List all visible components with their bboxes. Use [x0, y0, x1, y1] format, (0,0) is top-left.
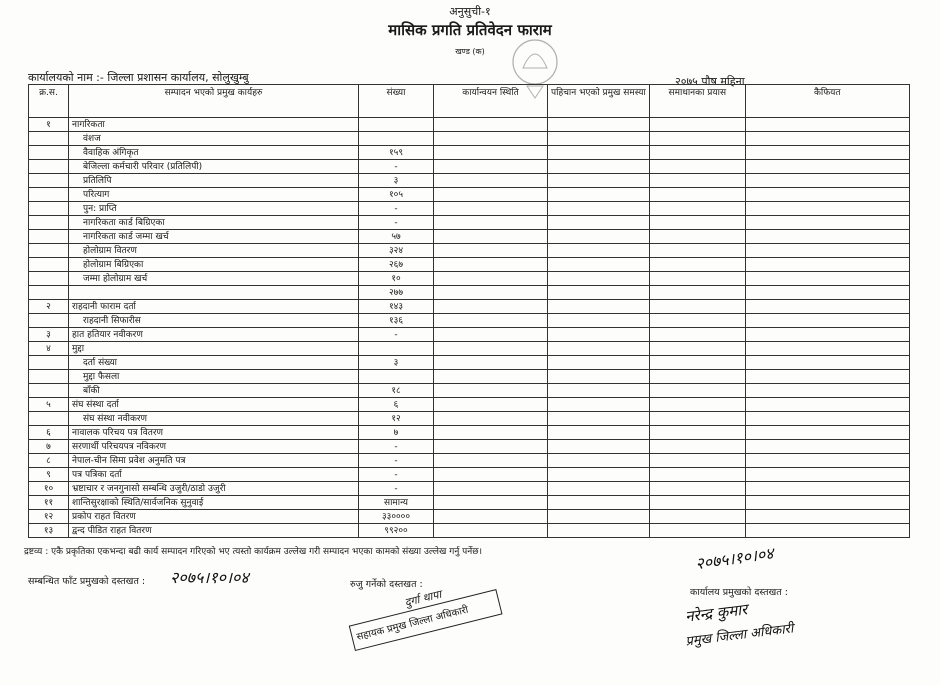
row-status: [434, 188, 548, 202]
row-remarks: [745, 300, 909, 314]
row-solution: [649, 216, 745, 230]
row-status: [434, 356, 548, 370]
row-problem: [548, 454, 650, 468]
row-sn: ८: [29, 454, 69, 468]
row-task: पत्र पत्रिका दर्ता: [69, 468, 359, 482]
table-row: [29, 384, 910, 398]
row-problem: [548, 482, 650, 496]
table-row: [29, 160, 910, 174]
row-remarks: [745, 468, 909, 482]
row-sn: ४: [29, 342, 69, 356]
row-task: भ्रष्टाचार र जनगुनासो सम्बन्धि उजुरी/ठाडो उजुरी: [69, 482, 359, 496]
row-count: ३: [359, 356, 434, 370]
row-count: [359, 342, 434, 356]
row-task: नागरिकता कार्ड बिग्रिएका: [69, 216, 359, 230]
row-remarks: [745, 230, 909, 244]
row-remarks: [745, 384, 909, 398]
row-solution: [649, 468, 745, 482]
row-status: [434, 216, 548, 230]
row-count: -: [359, 482, 434, 496]
row-count: -: [359, 440, 434, 454]
row-status: [434, 258, 548, 272]
row-status: [434, 314, 548, 328]
row-status: [434, 132, 548, 146]
row-problem: [548, 328, 650, 342]
row-solution: [649, 496, 745, 510]
row-task: नागरिकता कार्ड जम्मा खर्च: [69, 230, 359, 244]
row-task: संघ संस्था नवीकरण: [69, 412, 359, 426]
row-task: [69, 286, 359, 300]
report-month: २०७५ पौष महिना: [675, 75, 745, 88]
row-task: जम्मा होलोग्राम खर्च: [69, 272, 359, 286]
row-solution: [649, 132, 745, 146]
table-row: [29, 398, 910, 412]
table-row: [29, 468, 910, 482]
row-problem: [548, 510, 650, 524]
section-label: खण्ड (क): [455, 47, 485, 56]
row-task: वंशज: [69, 132, 359, 146]
row-task: राहदानी सिफारीस: [69, 314, 359, 328]
row-solution: [649, 440, 745, 454]
row-solution: [649, 328, 745, 342]
row-sn: [29, 356, 69, 370]
table-row: [29, 314, 910, 328]
row-sn: [29, 272, 69, 286]
row-remarks: [745, 412, 909, 426]
row-count: -: [359, 216, 434, 230]
row-status: [434, 244, 548, 258]
row-task: वैवाहिक अंगिकृत: [69, 146, 359, 160]
row-solution: [649, 244, 745, 258]
chief-sign-label: कार्यालय प्रमुखको दस्तखत :: [690, 587, 788, 598]
row-remarks: [745, 496, 909, 510]
row-sn: १२: [29, 510, 69, 524]
table-row: [29, 440, 910, 454]
row-solution: [649, 286, 745, 300]
row-count: २७७: [359, 286, 434, 300]
row-count: ३२४: [359, 244, 434, 258]
row-count: -: [359, 202, 434, 216]
row-count: ७: [359, 426, 434, 440]
row-solution: [649, 524, 745, 538]
table-row: [29, 174, 910, 188]
row-count: [359, 132, 434, 146]
row-remarks: [745, 258, 909, 272]
row-task: द्वन्द पीडित राहत वितरण: [69, 524, 359, 538]
row-remarks: [745, 160, 909, 174]
row-remarks: [745, 426, 909, 440]
row-remarks: [745, 146, 909, 160]
table-row: [29, 496, 910, 510]
row-status: [434, 454, 548, 468]
row-remarks: [745, 440, 909, 454]
table-row: [29, 300, 910, 314]
table-row: [29, 132, 910, 146]
row-problem: [548, 412, 650, 426]
row-problem: [548, 160, 650, 174]
row-problem: [548, 244, 650, 258]
row-sn: [29, 258, 69, 272]
row-problem: [548, 496, 650, 510]
col-header-sn: क्र.स.: [29, 85, 69, 118]
row-remarks: [745, 202, 909, 216]
table-row: [29, 286, 910, 300]
office-name: कार्यालयको नाम :- जिल्ला प्रशासन कार्यालय, सोलुखुम्बु: [28, 71, 249, 84]
row-problem: [548, 314, 650, 328]
table-row: [29, 412, 910, 426]
table-row: [29, 272, 910, 286]
row-task: हात हतियार नवीकरण: [69, 328, 359, 342]
row-count: ३३००००: [359, 510, 434, 524]
row-status: [434, 174, 548, 188]
row-remarks: [745, 314, 909, 328]
row-status: [434, 342, 548, 356]
row-count: -: [359, 454, 434, 468]
col-header-remarks: कैफियत: [745, 85, 909, 118]
table-row: [29, 244, 910, 258]
row-remarks: [745, 328, 909, 342]
row-sn: [29, 370, 69, 384]
row-problem: [548, 146, 650, 160]
row-problem: [548, 426, 650, 440]
row-remarks: [745, 286, 909, 300]
row-solution: [649, 258, 745, 272]
row-solution: [649, 342, 745, 356]
row-problem: [548, 468, 650, 482]
row-count: १५९: [359, 146, 434, 160]
row-solution: [649, 300, 745, 314]
row-solution: [649, 370, 745, 384]
row-problem: [548, 440, 650, 454]
row-status: [434, 272, 548, 286]
form-title: मासिक प्रगति प्रतिवेदन फाराम: [388, 21, 552, 39]
row-sn: ९: [29, 468, 69, 482]
row-sn: [29, 230, 69, 244]
row-task: होलोग्राम बिग्रिएका: [69, 258, 359, 272]
row-solution: [649, 146, 745, 160]
row-count: ३: [359, 174, 434, 188]
row-problem: [548, 174, 650, 188]
row-count: १३६: [359, 314, 434, 328]
row-status: [434, 496, 548, 510]
table-row: [29, 202, 910, 216]
row-solution: [649, 160, 745, 174]
row-sn: [29, 174, 69, 188]
row-task: परित्याग: [69, 188, 359, 202]
row-status: [434, 328, 548, 342]
row-count: -: [359, 468, 434, 482]
row-problem: [548, 370, 650, 384]
row-sn: [29, 384, 69, 398]
row-problem: [548, 202, 650, 216]
table-row: [29, 356, 910, 370]
row-problem: [548, 300, 650, 314]
row-problem: [548, 272, 650, 286]
row-sn: ६: [29, 426, 69, 440]
row-sn: १: [29, 118, 69, 132]
prepared-by-label: रुजु गर्नेको दस्तखत :: [350, 579, 423, 590]
row-problem: [548, 230, 650, 244]
row-sn: [29, 244, 69, 258]
row-remarks: [745, 524, 909, 538]
row-sn: [29, 160, 69, 174]
row-problem: [548, 118, 650, 132]
table-row: [29, 188, 910, 202]
chief-signature: २०७५।१०।०४: [694, 543, 775, 574]
row-task: शान्तिसुरक्षाको स्थिति/सार्वजनिक सुनुवाई: [69, 496, 359, 510]
row-solution: [649, 118, 745, 132]
row-solution: [649, 454, 745, 468]
row-sn: [29, 286, 69, 300]
annex-label: अनुसुची-१: [449, 5, 491, 18]
row-status: [434, 370, 548, 384]
row-solution: [649, 412, 745, 426]
row-status: [434, 384, 548, 398]
row-status: [434, 118, 548, 132]
row-solution: [649, 482, 745, 496]
row-sn: [29, 146, 69, 160]
stamp-title: सहायक प्रमुख जिल्ला अधिकारी: [355, 604, 470, 644]
row-count: १०५: [359, 188, 434, 202]
row-task: मुद्दा: [69, 342, 359, 356]
row-task: मुद्दा फैसला: [69, 370, 359, 384]
row-task: राहदानी फाराम दर्ता: [69, 300, 359, 314]
row-sn: ११: [29, 496, 69, 510]
row-remarks: [745, 272, 909, 286]
row-solution: [649, 356, 745, 370]
row-task: पुन: प्राप्ति: [69, 202, 359, 216]
col-header-problem: पहिचान भएको प्रमुख समस्या: [548, 85, 650, 118]
row-problem: [548, 132, 650, 146]
row-count: [359, 118, 434, 132]
row-problem: [548, 398, 650, 412]
row-status: [434, 412, 548, 426]
progress-table: [28, 84, 910, 538]
row-remarks: [745, 398, 909, 412]
chief-title: प्रमुख जिल्ला अधिकारी: [684, 621, 795, 650]
row-solution: [649, 188, 745, 202]
row-count: १०: [359, 272, 434, 286]
row-task: बाँकी: [69, 384, 359, 398]
row-task: दर्ता संख्या: [69, 356, 359, 370]
table-row: [29, 370, 910, 384]
row-sn: [29, 314, 69, 328]
row-status: [434, 398, 548, 412]
row-status: [434, 230, 548, 244]
table-row: [29, 454, 910, 468]
row-status: [434, 524, 548, 538]
row-sn: ७: [29, 440, 69, 454]
row-remarks: [745, 244, 909, 258]
row-task: बेजिल्ला कर्मचारी परिवार (प्रतिलिपी): [69, 160, 359, 174]
chief-name: नरेन्द्र कुमार: [684, 600, 749, 626]
row-sn: २: [29, 300, 69, 314]
row-sn: ५: [29, 398, 69, 412]
row-status: [434, 468, 548, 482]
row-task: नेपाल-चीन सिमा प्रवेश अनुमति पत्र: [69, 454, 359, 468]
row-solution: [649, 230, 745, 244]
row-solution: [649, 314, 745, 328]
row-count: ५७: [359, 230, 434, 244]
row-problem: [548, 524, 650, 538]
row-status: [434, 300, 548, 314]
row-remarks: [745, 510, 909, 524]
row-sn: [29, 216, 69, 230]
row-remarks: [745, 118, 909, 132]
row-problem: [548, 216, 650, 230]
row-problem: [548, 384, 650, 398]
row-task: प्रकोप राहत वितरण: [69, 510, 359, 524]
col-header-status: कार्यान्वयन स्थिति: [434, 85, 548, 118]
row-sn: १०: [29, 482, 69, 496]
row-count: ६: [359, 398, 434, 412]
row-remarks: [745, 342, 909, 356]
col-header-solution: समाधानका प्रयास: [649, 85, 745, 118]
table-row: [29, 524, 910, 538]
col-header-task: सम्पादन भएको प्रमुख कार्यहरु: [69, 85, 359, 118]
row-solution: [649, 398, 745, 412]
row-solution: [649, 384, 745, 398]
row-solution: [649, 272, 745, 286]
row-solution: [649, 174, 745, 188]
row-remarks: [745, 174, 909, 188]
row-solution: [649, 202, 745, 216]
row-remarks: [745, 132, 909, 146]
row-sn: [29, 412, 69, 426]
row-count: १८: [359, 384, 434, 398]
row-sn: [29, 188, 69, 202]
row-remarks: [745, 188, 909, 202]
row-task: नावालक परिचय पत्र वितरण: [69, 426, 359, 440]
row-sn: ३: [29, 328, 69, 342]
row-problem: [548, 342, 650, 356]
row-count: [359, 370, 434, 384]
table-row: [29, 146, 910, 160]
row-status: [434, 440, 548, 454]
row-status: [434, 482, 548, 496]
table-row: [29, 482, 910, 496]
row-status: [434, 202, 548, 216]
table-row: [29, 230, 910, 244]
row-problem: [548, 356, 650, 370]
row-count: १४३: [359, 300, 434, 314]
row-sn: [29, 202, 69, 216]
table-row: [29, 328, 910, 342]
row-task: सरणार्थी परिचयपत्र नविकरण: [69, 440, 359, 454]
row-count: १२: [359, 412, 434, 426]
row-count: २६७: [359, 258, 434, 272]
row-problem: [548, 188, 650, 202]
row-count: सामान्य: [359, 496, 434, 510]
front-head-sign-label: सम्बन्धित फाँट प्रमुखको दस्तखत :: [28, 576, 146, 587]
row-remarks: [745, 370, 909, 384]
table-row: [29, 426, 910, 440]
row-task: होलोग्राम वितरण: [69, 244, 359, 258]
col-header-count: संख्या: [359, 85, 434, 118]
row-remarks: [745, 356, 909, 370]
row-status: [434, 286, 548, 300]
row-task: नागरिकता: [69, 118, 359, 132]
table-row: [29, 258, 910, 272]
table-row: [29, 118, 910, 132]
row-status: [434, 160, 548, 174]
row-task: प्रतिलिपि: [69, 174, 359, 188]
table-row: [29, 510, 910, 524]
row-solution: [649, 510, 745, 524]
footnote: द्रष्टव्य : एकै प्रकृतिका एकभन्दा बढी कार्य सम्पादन गरिएको भए त्यस्तो कार्यक्रम उल्लेख गरी सम्पादन भएका कामको संख्या उल्लेख गर्नु पर्नेछ।: [24, 547, 483, 557]
row-count: ९९२००: [359, 524, 434, 538]
row-problem: [548, 286, 650, 300]
row-task: संघ संस्था दर्ता: [69, 398, 359, 412]
row-status: [434, 510, 548, 524]
row-status: [434, 426, 548, 440]
row-sn: १३: [29, 524, 69, 538]
row-count: -: [359, 160, 434, 174]
table-header-row: [29, 85, 910, 118]
row-solution: [649, 426, 745, 440]
row-remarks: [745, 482, 909, 496]
row-remarks: [745, 454, 909, 468]
stamp-name: दुर्गा थापा: [403, 587, 443, 610]
row-count: -: [359, 328, 434, 342]
row-status: [434, 146, 548, 160]
row-sn: [29, 132, 69, 146]
table-row: [29, 216, 910, 230]
table-row: [29, 342, 910, 356]
row-remarks: [745, 216, 909, 230]
row-problem: [548, 258, 650, 272]
front-head-signature: २०७५।१०।०४: [170, 568, 249, 587]
